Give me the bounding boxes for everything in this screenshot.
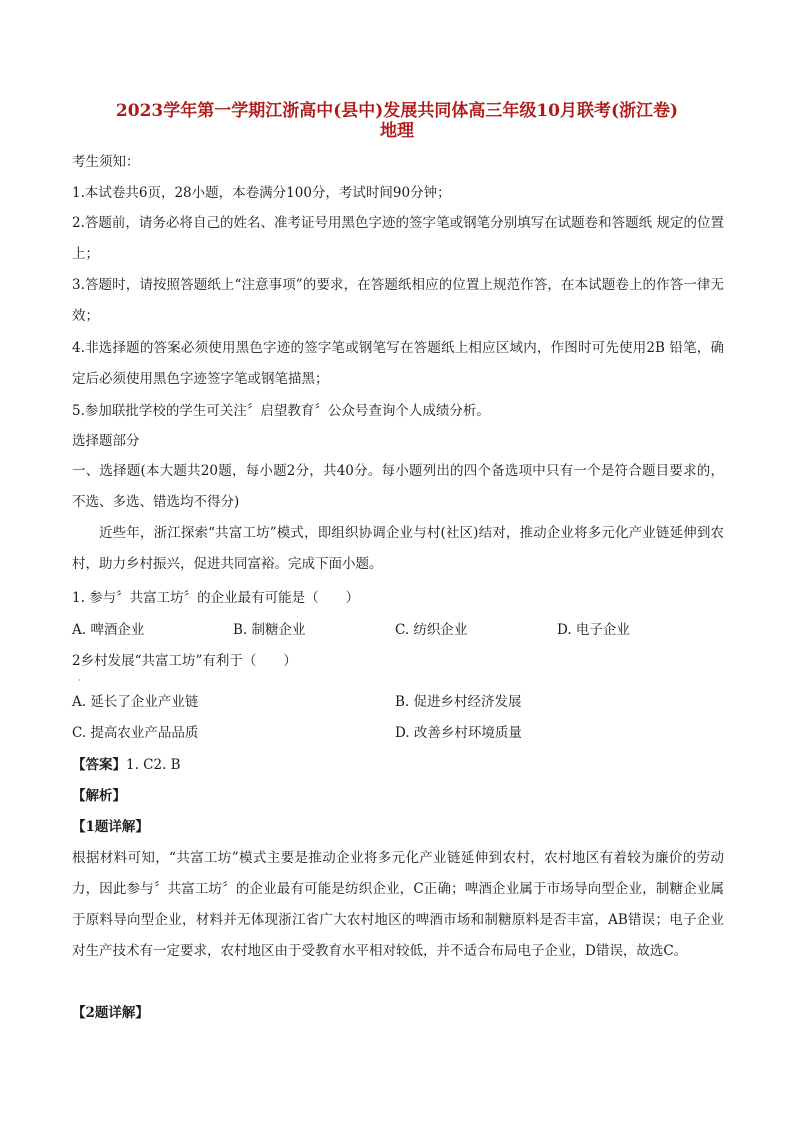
notice-item-2: 2.答题前，请务必将自己的姓名、准考证号用黑色字迹的签字笔或钢笔分别填写在试题卷和答题纸 规定的位置上； (72, 215, 724, 262)
notice-item-4: 4.非选择题的答案必须使用黑色字迹的签字笔或钢笔写在答题纸上相应区域内，作图时可先使用2B 铅笔，确定后必须使用黑色字迹签字笔或钢笔描黑； (72, 340, 724, 387)
analysis-label: 【解析】 (72, 788, 126, 804)
question-2-stem: 2乡村发展“共富工坊”有利于（ ） (72, 653, 297, 669)
question-2-option-a: A. 延长了企业产业链 (72, 694, 199, 710)
subject-title: 地理 (380, 121, 414, 141)
question-1-option-d: D. 电子企业 (557, 622, 630, 638)
section-one-instructions: 一、选择题(本大题共20题，每小题2分，共40分。每小题列出的四个备选项中只有一个是符合题目要求的，不选、多选、错选均不得分) (72, 463, 724, 510)
question-2-option-d: D. 改善乡村环境质量 (395, 725, 522, 741)
question-material: 近些年，浙江探索“共富工坊”模式，即组织协调企业与村(社区)结对，推动企业将多元化产业链延伸到农村，助力乡村振兴，促进共同富裕。完成下面小题。 (72, 525, 724, 572)
question-2-option-b: B. 促进乡村经济发展 (395, 694, 522, 710)
answer-line (72, 756, 181, 774)
notice-item-1: 1.本试卷共6页，28小题，本卷满分100分，考试时间90分钟； (72, 185, 451, 201)
question-1-option-c: C. 纺织企业 (395, 622, 468, 638)
question-1-stem: 1. 参与〞共富工坊〞的企业最有可能是（ ） (72, 590, 360, 606)
question-1-option-b: B. 制糖企业 (233, 622, 306, 638)
section-label: 选择题部分 (72, 433, 140, 449)
notice-item-5: 5.参加联批学校的学生可关注〞启望教育〞公众号查询个人成绩分析。 (72, 403, 490, 419)
notice-item-3: 3.答题时，请按照答题纸上“注意事项”的要求，在答题纸相应的位置上规范作答，在本试题卷上的作答一律无效； (72, 277, 724, 324)
stray-mark: · (78, 676, 81, 685)
document-title: 2023学年第一学期江浙高中(县中)发展共同体高三年级10月联考(浙江卷) (115, 101, 679, 121)
question-2-option-c: C. 提高农业产品品质 (72, 725, 199, 741)
answer-text: 1. C2. B (126, 757, 181, 773)
detail-1-text: 根据材料可知，“共富工坊”模式主要是推动企业将多元化产业链延伸到农村，农村地区有着较为廉价的劳动力，因此参与〞共富工坊〞的企业最有可能是纺织企业，C正确；啤酒企业属于市场导向型企业，制糖企业属于原料导向型企业，材料并无体现浙江省广大农村地区的啤酒市场和制糖原料是否丰富，AB错误；电子企业对生产技术有一定要求，农村地区由于受教育水平相对较低，并不适合布局电子企业，D错误，故选C。 (72, 850, 724, 959)
notice-heading: 考生须知： (72, 154, 140, 170)
question-1-option-a: A. 啤酒企业 (72, 622, 145, 638)
detail-1-label: 【1题详解】 (72, 819, 149, 835)
detail-2-label: 【2题详解】 (72, 1005, 149, 1021)
answer-label: 【答案】 (72, 757, 126, 773)
